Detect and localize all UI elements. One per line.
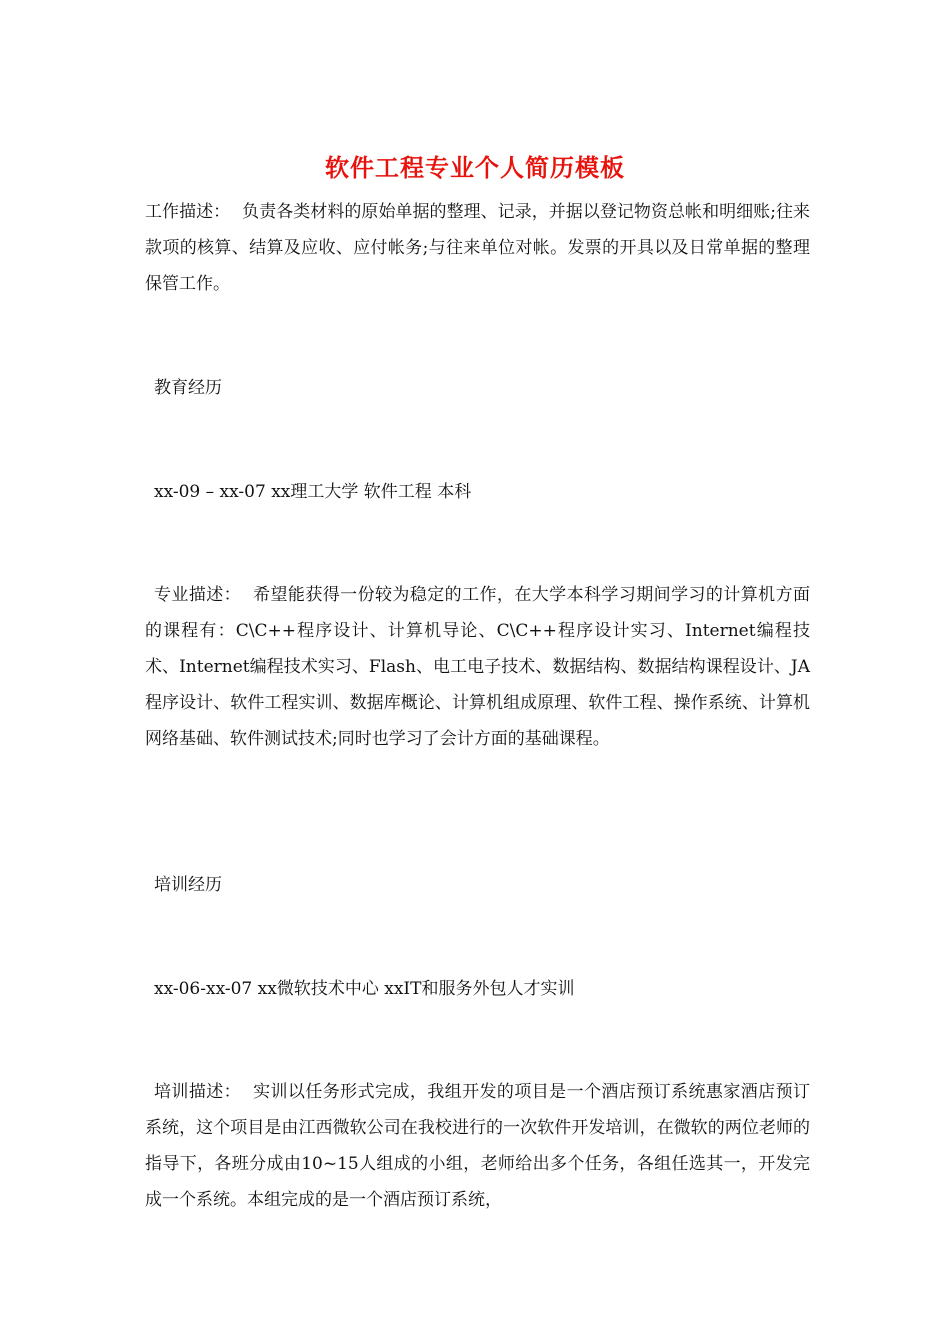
training-heading: 培训经历 xyxy=(154,875,222,895)
training-entry: xx-06-xx-07 xx微软技术中心 xxIT和服务外包人才实训 xyxy=(154,979,575,999)
training-description-label: 培训描述： xyxy=(154,1082,242,1102)
document-title: 软件工程专业个人简历模板 xyxy=(325,153,625,182)
major-description-label: 专业描述： xyxy=(154,585,242,605)
education-entry: xx-09 – xx-07 xx理工大学 软件工程 本科 xyxy=(154,482,472,502)
education-heading: 教育经历 xyxy=(154,378,222,398)
work-description-paragraph xyxy=(145,194,810,302)
work-description-label: 工作描述： xyxy=(145,202,231,222)
major-description-text: 希望能获得一份较为稳定的工作，在大学本科学习期间学习的计算机方面的课程有：C\C++程序设计、计算机导论、C\C++程序设计实习、Internet编程技术、Internet编程技术实习、Flash、电工电子技术、数据结构、数据结构课程设计、JA程序设计、软件工程实训、数据库概论、计算机组成原理、软件工程、操作系统、计算机网络基础、软件测试技术;同时也学习了会计方面的基础课程。 xyxy=(145,585,811,749)
training-description-paragraph xyxy=(145,1074,810,1218)
major-description-paragraph xyxy=(145,577,810,757)
training-description-text: 实训以任务形式完成，我组开发的项目是一个酒店预订系统惠家酒店预订系统，这个项目是由江西微软公司在我校进行的一次软件开发培训，在微软的两位老师的指导下，各班分成由10~15人组成的小组，老师给出多个任务，各组任选其一，开发完成一个系统。本组完成的是一个酒店预订系统， xyxy=(145,1082,811,1210)
work-description-text: 负责各类材料的原始单据的整理、记录，并据以登记物资总帐和明细账;往来款项的核算、结算及应收、应付帐务;与往来单位对帐。发票的开具以及日常单据的整理保管工作。 xyxy=(145,202,810,294)
